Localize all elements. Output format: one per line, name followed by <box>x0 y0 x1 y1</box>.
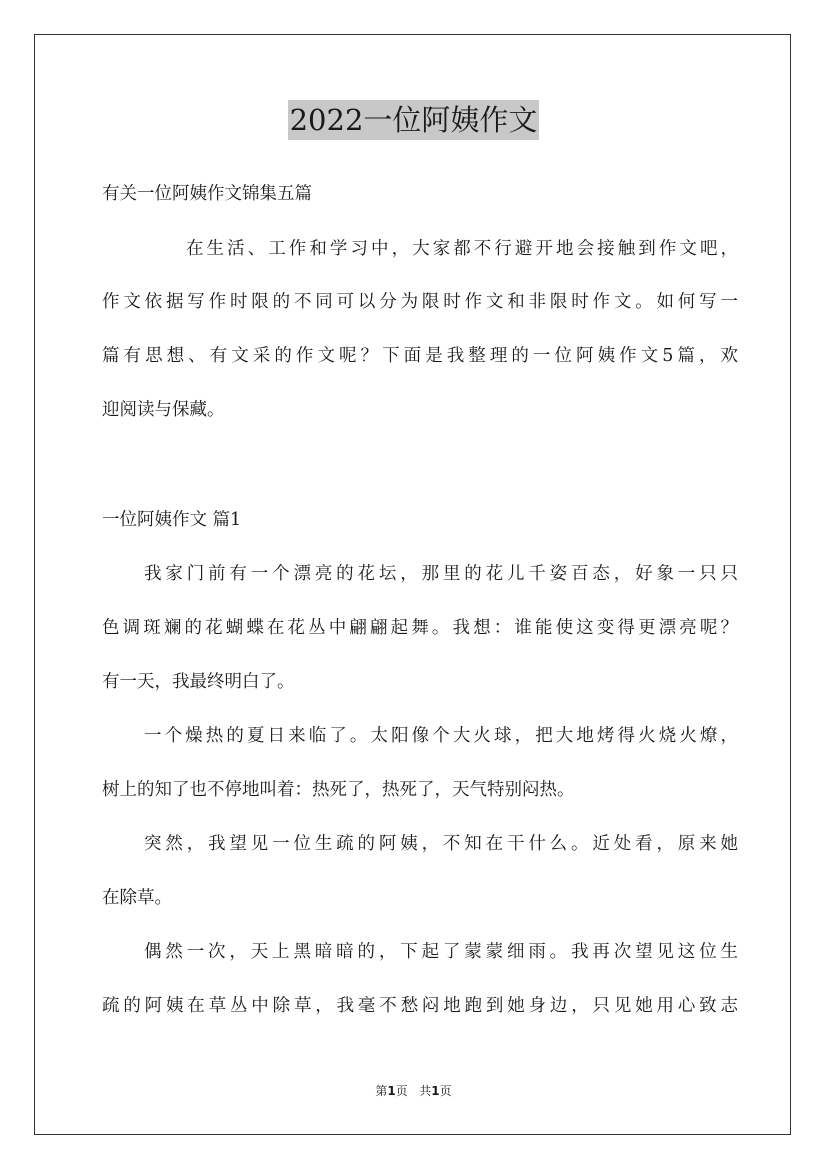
body-line-3: 有一天，我最终明白了。 <box>102 672 295 692</box>
document-subtitle: 有关一位阿姨作文锦集五篇 <box>102 184 312 204</box>
footer-page-suffix: 页 <box>395 1084 408 1098</box>
section-heading: 一位阿姨作文 篇1 <box>102 510 242 530</box>
document-title-text: 2022一位阿姨作文 <box>288 100 540 140</box>
body-line-4: 一个燥热的夏日来临了。太阳像个大火球，把大地烤得火烧火燎， <box>144 726 738 746</box>
body-line-6: 突然，我望见一位生疏的阿姨，不知在干什么。近处看，原来她 <box>144 834 738 854</box>
body-line-8: 偶然一次，天上黑暗暗的，下起了蒙蒙细雨。我再次望见这位生 <box>144 942 738 962</box>
footer-total-prefix: 共 <box>419 1084 432 1098</box>
body-line-5: 树上的知了也不停地叫着：热死了，热死了，天气特别闷热。 <box>102 780 575 800</box>
document-title <box>0 100 827 140</box>
body-line-9: 疏的阿姨在草丛中除草，我毫不愁闷地跑到她身边，只见她用心致志 <box>102 996 738 1016</box>
body-line-1: 我家门前有一个漂亮的花坛，那里的花儿千姿百态，好象一只只 <box>144 564 738 584</box>
footer-total-pages: 1 <box>431 1084 440 1098</box>
footer-total-suffix: 页 <box>439 1084 452 1098</box>
body-line-2: 色调斑斓的花蝴蝶在花丛中翩翩起舞。我想：谁能使这变得更漂亮呢？ <box>102 618 738 638</box>
footer-page-number: 1 <box>387 1084 396 1098</box>
intro-line-1: 在生活、工作和学习中，大家都不行避开地会接触到作文吧， <box>186 239 738 259</box>
footer-page-prefix: 第 <box>375 1084 388 1098</box>
intro-line-2: 作文依据写作时限的不同可以分为限时作文和非限时作文。如何写一 <box>102 292 738 312</box>
page-footer <box>0 1083 827 1099</box>
body-line-7: 在除草。 <box>102 888 172 908</box>
intro-line-4: 迎阅读与保藏。 <box>102 400 225 420</box>
intro-line-3: 篇有思想、有文采的作文呢？下面是我整理的一位阿姨作文5篇，欢 <box>102 346 738 366</box>
